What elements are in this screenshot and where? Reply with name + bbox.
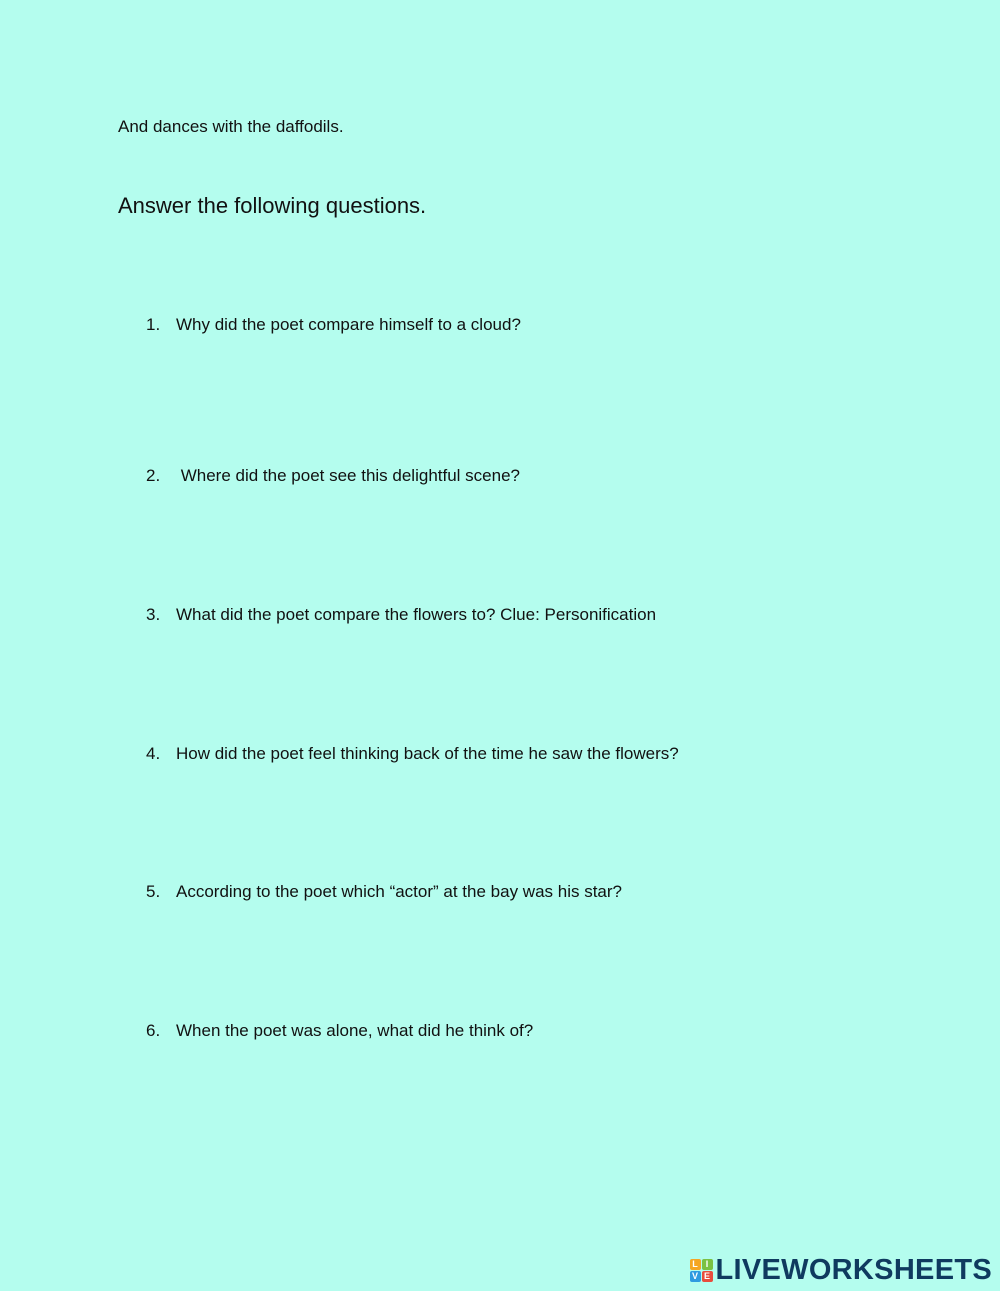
- logo-letter-e: E: [702, 1271, 713, 1282]
- question-6: [146, 1021, 533, 1041]
- logo-letter-i: I: [702, 1259, 713, 1270]
- liveworksheets-logo[interactable]: [690, 1253, 993, 1287]
- logo-letter-l: L: [690, 1259, 701, 1270]
- question-text: When the poet was alone, what did he think of?: [176, 1021, 534, 1040]
- question-number: 4.: [146, 744, 161, 763]
- brand-wordmark: LIVEWORKSHEETS: [715, 1254, 992, 1286]
- question-3: [146, 605, 656, 625]
- intro-line: And dances with the daffodils.: [118, 117, 344, 136]
- question-5: [146, 882, 622, 902]
- question-number: 5.: [146, 882, 161, 901]
- question-1: [146, 315, 521, 335]
- question-text: How did the poet feel thinking back of the time he saw the flowers?: [176, 744, 679, 763]
- question-number: 3.: [146, 605, 161, 624]
- question-text: Why did the poet compare himself to a cloud?: [176, 315, 521, 334]
- question-2: [146, 466, 520, 486]
- question-4: [146, 744, 679, 764]
- question-number: 1.: [146, 315, 161, 334]
- question-text: According to the poet which “actor” at the bay was his star?: [176, 882, 623, 901]
- logo-letter-v: V: [690, 1271, 701, 1282]
- live-logo-icon: [690, 1259, 713, 1282]
- question-number: 2.: [146, 466, 161, 485]
- question-text: What did the poet compare the flowers to? Clue: Personification: [176, 605, 657, 624]
- question-number: 6.: [146, 1021, 161, 1040]
- instructions-heading: Answer the following questions.: [118, 193, 427, 218]
- question-text: Where did the poet see this delightful scene?: [176, 466, 520, 485]
